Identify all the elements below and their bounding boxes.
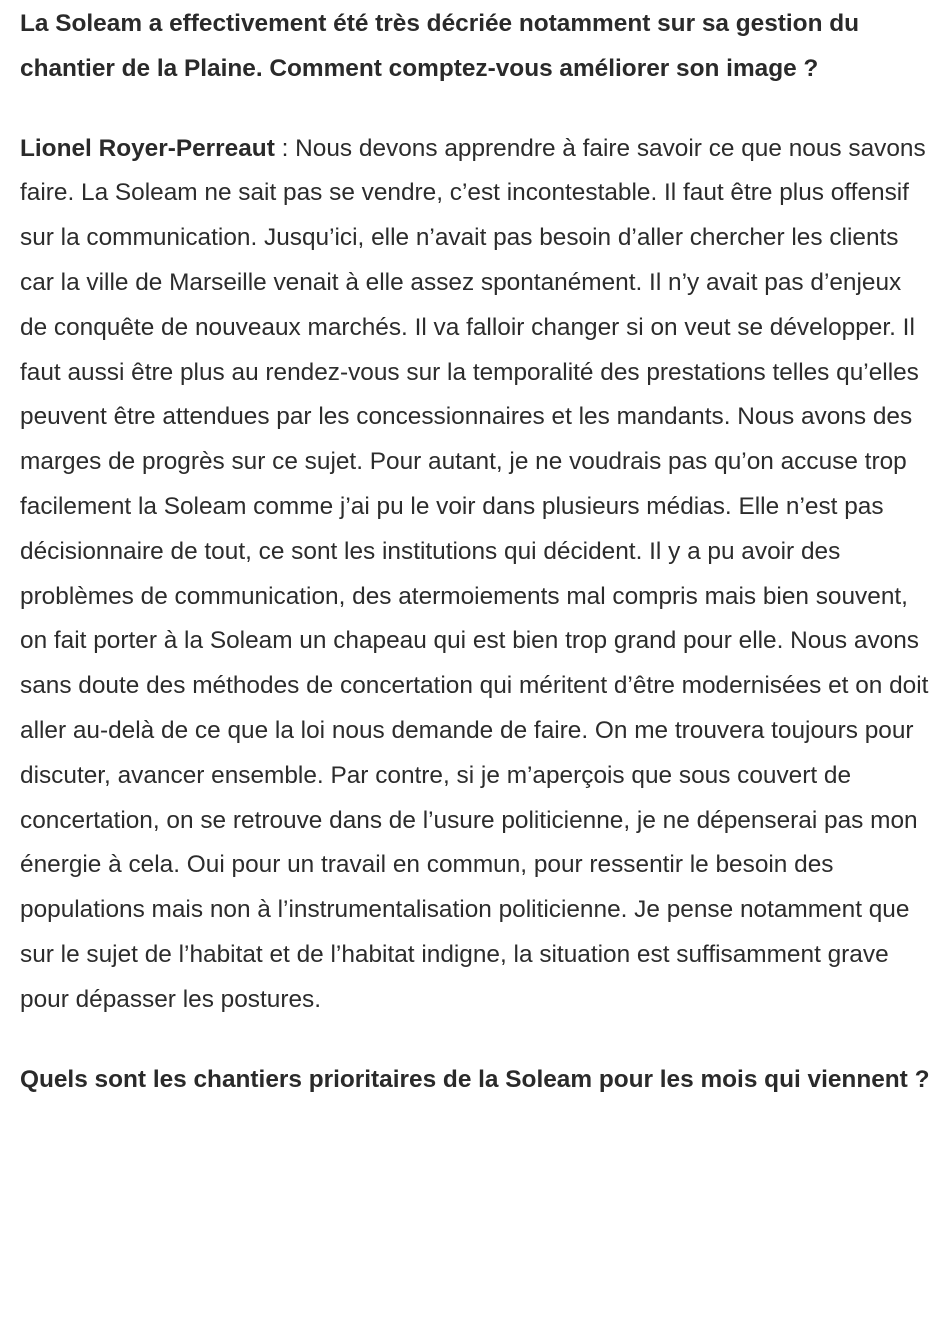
speaker-separator: :	[274, 134, 296, 162]
answer-text: Nous devons apprendre à faire savoir ce que nous savons faire. La Soleam ne sait pas se vendre, c’est incontestable. Il faut être plus offensif sur la communication. Jusqu’ici, elle n’avait pas besoin d’aller chercher les clients car la ville de Marseille venait à elle assez spontanément. Il n’y avait pas d’enjeux de conquête de nouveaux marchés. Il va falloir changer si on veut se développer. Il faut aussi être plus au rendez-vous sur la temporalité des prestations telles qu’elles peuvent être attendues par les concessionnaires et les mandants. Nous avons des marges de progrès sur ce sujet. Pour autant, je ne voudrais pas qu’on accuse trop facilement la Soleam comme j’ai pu le voir dans plusieurs médias. Elle n’est pas décisionnaire de tout, ce sont les institutions qui décident. Il y a pu avoir des problèmes de communication, des atermoiements mal compris mais bien souvent, on fait porter à la Soleam un chapeau qui est bien trop grand pour elle. Nous avons sans doute des méthodes de concertation qui méritent d’être modernisées et on doit aller au-delà de ce que la loi nous demande de faire. On me trouvera toujours pour discuter, avancer ensemble. Par contre, si je m’aperçois que sous couvert de concertation, on se retrouve dans de l’usure politicienne, je ne dépenserai pas mon énergie à cela. Oui pour un travail en commun, pour ressentir le besoin des populations mais non à l’instrumentalisation politicienne. Je pense notamment que sur le sujet de l’habitat et de l’habitat indigne, la situation est suffisamment grave pour dépasser les postures.	[20, 134, 929, 1013]
interview-answer	[20, 127, 935, 1023]
speaker-name: Lionel Royer-Perreaut	[20, 134, 275, 162]
interview-article	[20, 0, 935, 1102]
interview-question: La Soleam a effectivement été très décriée notamment sur sa gestion du chantier de la Plaine. Comment comptez-vous améliorer son image ?	[20, 10, 860, 82]
interview-question: Quels sont les chantiers prioritaires de la Soleam pour les mois qui viennent ?	[20, 1065, 930, 1093]
